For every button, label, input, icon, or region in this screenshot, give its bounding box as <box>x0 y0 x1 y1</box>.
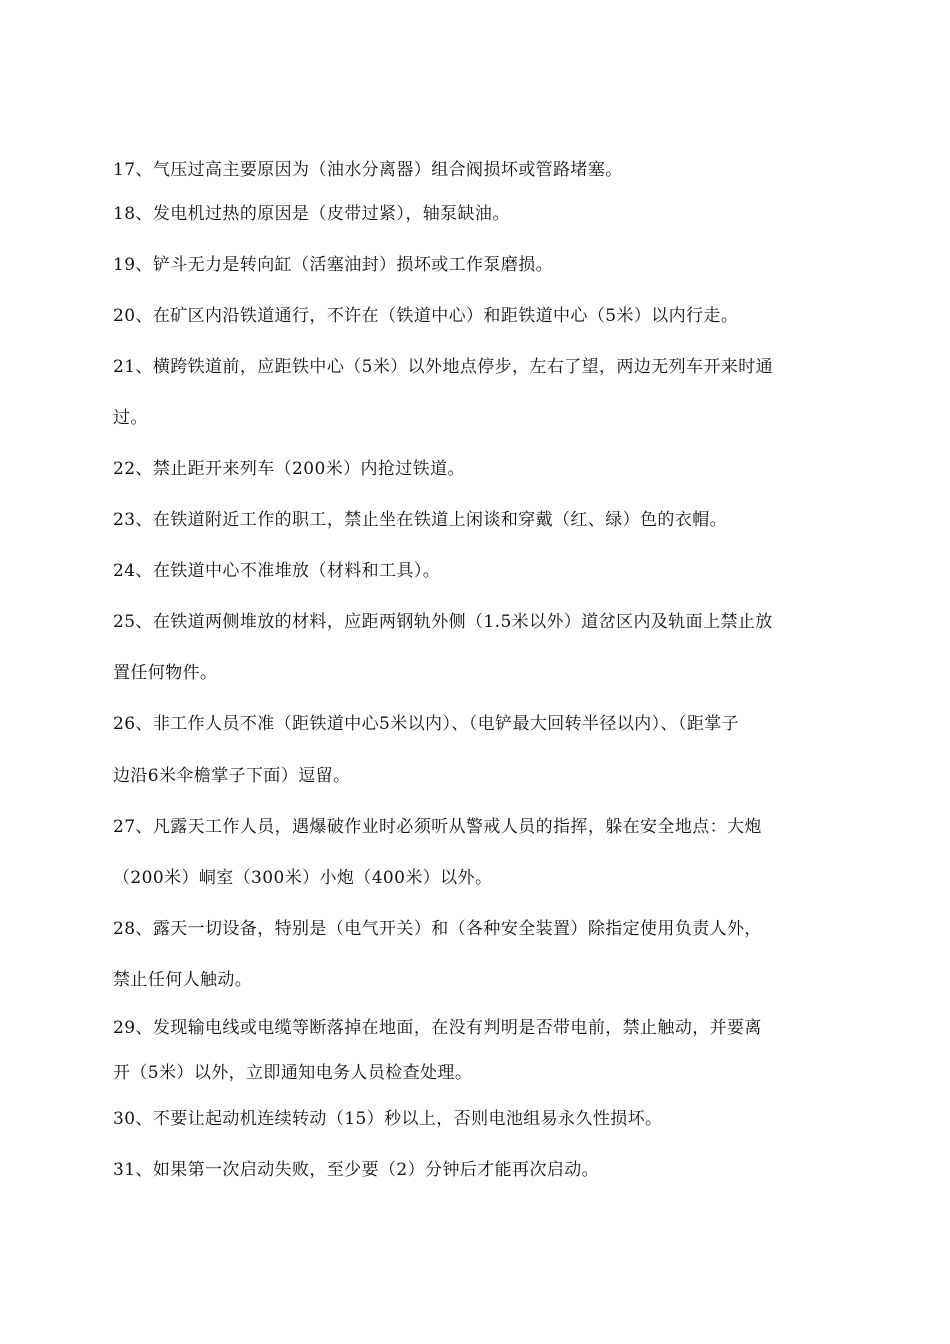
text-line: 27、凡露天工作人员，遇爆破作业时必须听从警戒人员的指挥，躲在安全地点：大炮 <box>113 817 762 837</box>
text-line: 24、在铁道中心不准堆放（材料和工具）。 <box>113 561 441 581</box>
text-line: 21、横跨铁道前，应距铁中心（5米）以外地点停步，左右了望，两边无列车开来时通 <box>113 357 774 377</box>
text-line: 边沿6米伞檐掌子下面）逗留。 <box>113 766 351 786</box>
text-line: 26、非工作人员不准（距铁道中心5米以内）、（电铲最大回转半径以内）、（距掌子 <box>113 714 740 734</box>
text-line: 31、如果第一次启动失败，至少要（2）分钟后才能再次启动。 <box>113 1160 600 1180</box>
text-line: 30、不要让起动机连续转动（15）秒以上，否则电池组易永久性损坏。 <box>113 1109 663 1129</box>
text-line: 23、在铁道附近工作的职工，禁止坐在铁道上闲谈和穿戴（红、绿）色的衣帽。 <box>113 510 728 530</box>
text-line: 禁止任何人触动。 <box>113 970 253 990</box>
text-line: 19、铲斗无力是转向缸（活塞油封）损坏或工作泵磨损。 <box>113 255 554 275</box>
text-line: 置任何物件。 <box>113 663 218 683</box>
text-line: 过。 <box>113 408 148 428</box>
text-line: 开（5米）以外，立即通知电务人员检查处理。 <box>113 1063 473 1083</box>
text-line: 18、发电机过热的原因是（皮带过紧），轴泵缺油。 <box>113 204 510 224</box>
text-line: 28、露天一切设备，特别是（电气开关）和（各种安全装置）除指定使用负责人外， <box>113 919 762 939</box>
text-line: 20、在矿区内沿铁道通行，不许在（铁道中心）和距铁道中心（5米）以内行走。 <box>113 306 739 326</box>
text-line: （200米）峒室（300米）小炮（400米）以外。 <box>113 868 493 888</box>
text-line: 29、发现输电线或电缆等断落掉在地面，在没有判明是否带电前，禁止触动，并要离 <box>113 1018 762 1038</box>
text-line: 17、气压过高主要原因为（油水分离器）组合阀损坏或管路堵塞。 <box>113 160 623 180</box>
text-line: 25、在铁道两侧堆放的材料，应距两钢轨外侧（1.5米以外）道岔区内及轨面上禁止放 <box>113 612 773 632</box>
text-line: 22、禁止距开来列车（200米）内抢过铁道。 <box>113 459 465 479</box>
